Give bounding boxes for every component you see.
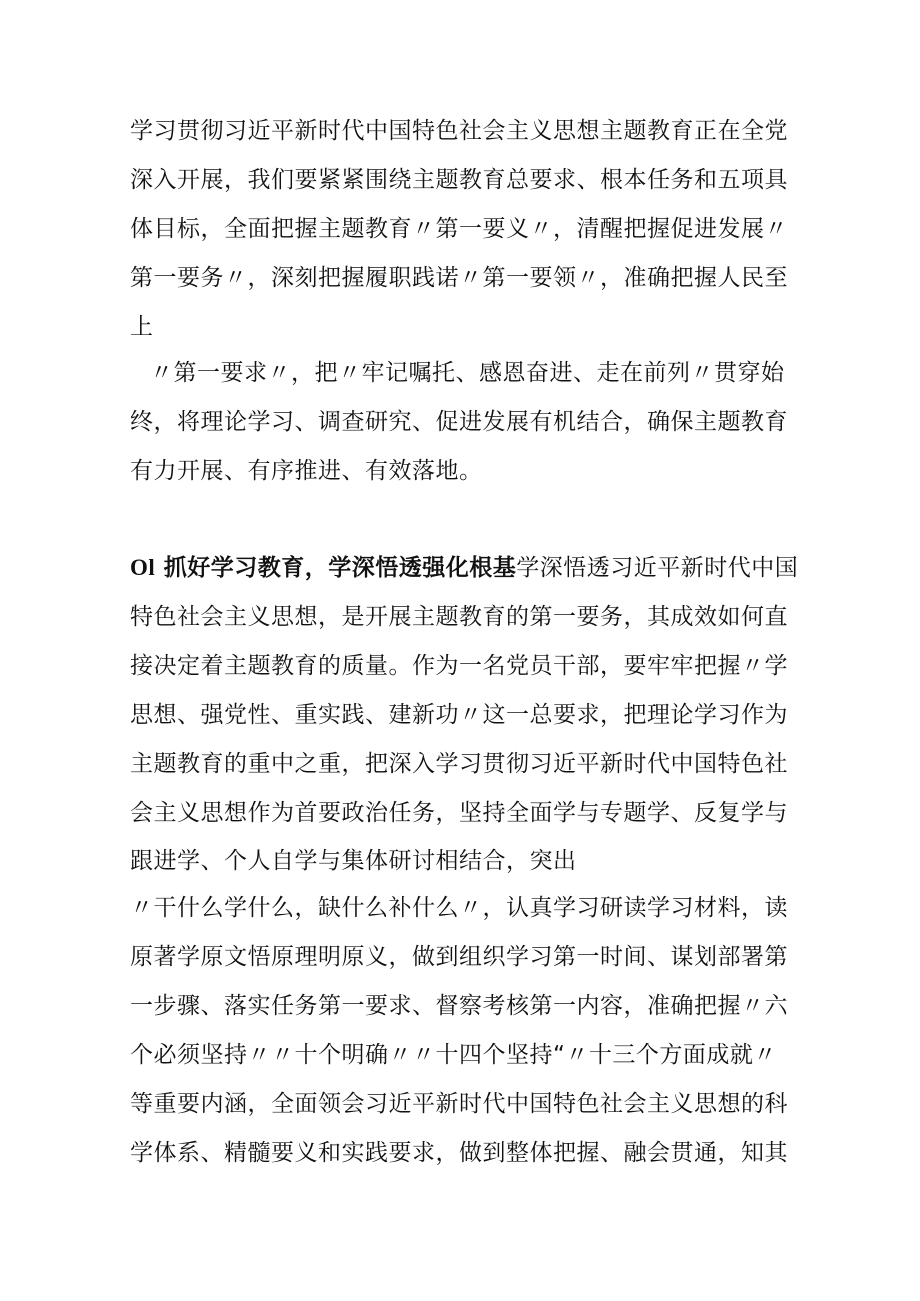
text-line: 个必须坚持〃〃十个明确〃〃十四个坚持“〃十三个方面成就〃 <box>130 1042 777 1068</box>
text-line: 第一要务〃，深刻把握履职践诺〃第一要领〃，准确把握人民至 <box>130 265 788 291</box>
text-line: 体目标，全面把握主题教育〃第一要义〃，清醒把握促进发展〃 <box>130 216 788 242</box>
text-line: 会主义思想作为首要政治任务，坚持全面学与专题学、反复学与 <box>130 800 788 826</box>
text-line: 〃干什么学什么，缺什么补什么〃，认真学习研读学习材料，读 <box>130 895 788 921</box>
text-line: 〃第一要求〃，把〃牢记嘱托、感恩奋进、走在前列〃贯穿始 <box>150 360 785 386</box>
text-line: 有力开展、有序推进、有效落地。 <box>130 458 483 484</box>
text-line: 终，将理论学习、调查研究、促进发展有机结合，确保主题教育 <box>130 409 788 435</box>
section-number: Ol <box>130 555 156 580</box>
section-heading: 抓好学习教育，学深悟透强化根基 <box>163 555 517 581</box>
text-line: 学习贯彻习近平新时代中国特色社会主义思想主题教育正在全党 <box>130 118 788 144</box>
text-line: 上 <box>130 314 154 340</box>
text-line: 接决定着主题教育的质量。作为一名党员干部，要牢牢把握〃学 <box>130 653 788 679</box>
text-line: 学体系、精髓要义和实践要求，做到整体把握、融会贯通，知其 <box>130 1140 788 1166</box>
text-line: 特色社会主义思想，是开展主题教育的第一要务，其成效如何直 <box>130 604 788 630</box>
section-text: 学深悟透习近平新时代中国 <box>516 555 799 581</box>
text-line: 思想、强党性、重实践、建新功〃这一总要求，把理论学习作为 <box>130 702 788 728</box>
text-line: 主题教育的重中之重，把深入学习贯彻习近平新时代中国特色社 <box>130 751 788 777</box>
text-line: 跟进学、个人自学与集体研讨相结合，突出 <box>130 848 577 874</box>
text-line: 等重要内涵，全面领会习近平新时代中国特色社会主义思想的科 <box>130 1091 788 1117</box>
text-line: 一步骤、落实任务第一要求、督察考核第一内容，准确把握〃六 <box>130 993 788 1019</box>
text-line: 深入开展，我们要紧紧围绕主题教育总要求、根本任务和五项具 <box>130 167 788 193</box>
section-first-line <box>130 553 798 583</box>
text-line: 原著学原文悟原理明原义，做到组织学习第一时间、谋划部署第 <box>130 944 788 970</box>
